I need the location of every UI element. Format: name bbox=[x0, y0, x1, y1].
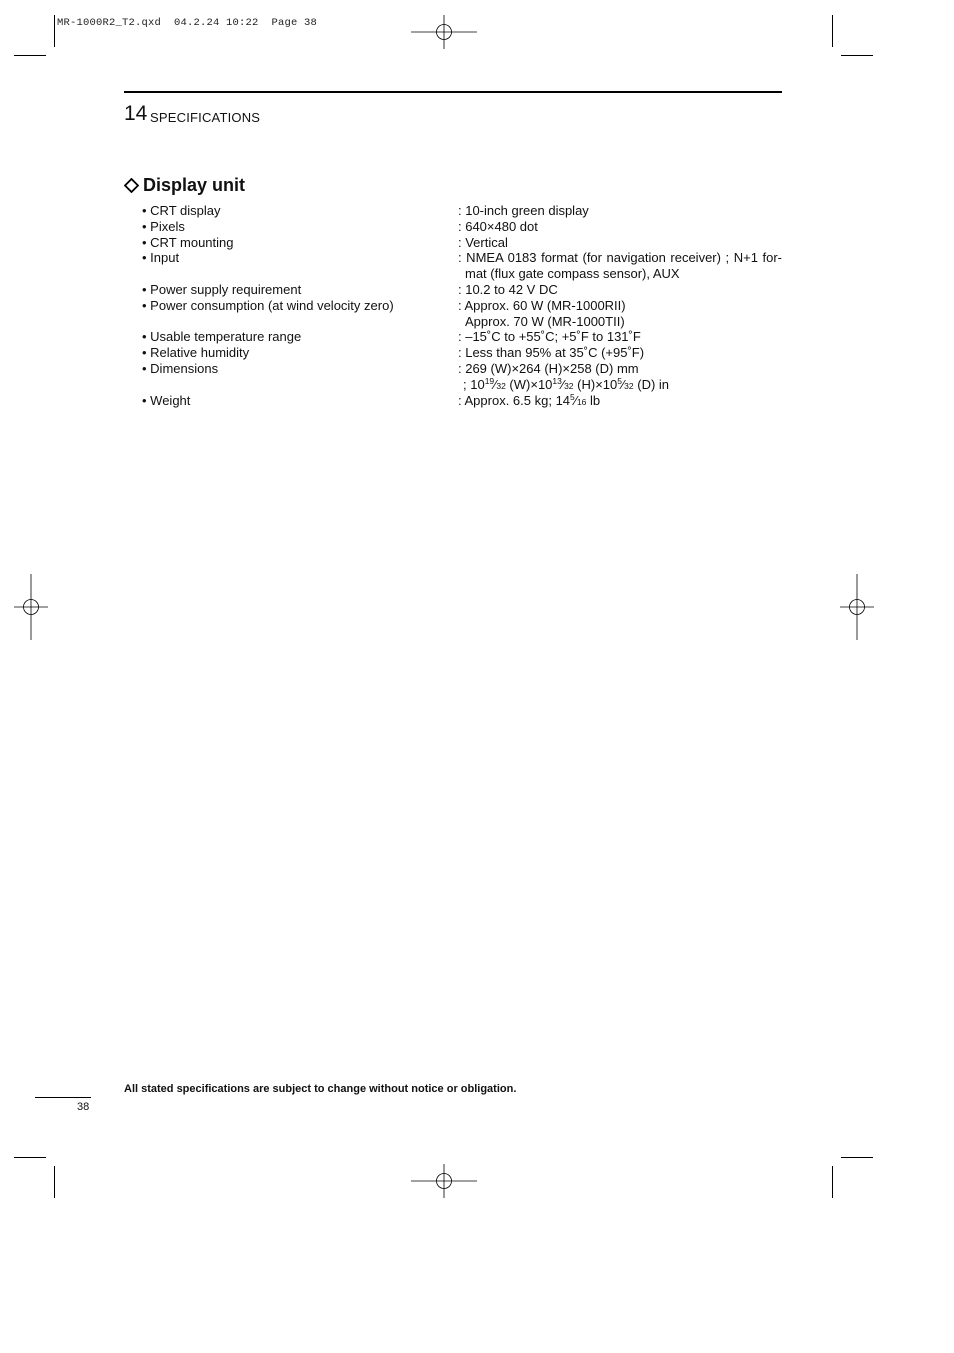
section-title bbox=[124, 175, 245, 196]
spec-label: • Weight bbox=[142, 392, 191, 408]
spec-value: : 10-inch green display bbox=[458, 203, 589, 218]
chapter-number: 14 bbox=[124, 102, 148, 125]
spec-row-humidity bbox=[142, 345, 782, 361]
spec-row-temperature bbox=[142, 329, 782, 345]
spec-row-dimensions bbox=[142, 361, 782, 393]
header-rule bbox=[124, 91, 782, 93]
spec-row-weight bbox=[142, 393, 782, 409]
crop-mark bbox=[14, 1157, 46, 1158]
spec-row-input bbox=[142, 250, 782, 282]
spec-label: • Power supply requirement bbox=[142, 281, 302, 297]
footer-disclaimer: All stated specifications are subject to change without notice or obligation. bbox=[124, 1083, 517, 1095]
spec-label: • Input bbox=[142, 250, 180, 266]
spec-label: • Dimensions bbox=[142, 360, 219, 376]
spec-value-inches: ; $10^{19}⁄32$ $(W)\times 10^{13}⁄32$ $(H)\times 10^5⁄32$ (D) in bbox=[463, 375, 670, 392]
page-number: 38 bbox=[77, 1101, 90, 1113]
spec-label: • CRT mounting bbox=[142, 234, 234, 250]
spec-row-power-supply bbox=[142, 282, 782, 298]
spec-label: • CRT display bbox=[142, 203, 221, 218]
spec-row-pixels bbox=[142, 219, 782, 235]
chapter-title: SPECIFICATIONS bbox=[150, 110, 261, 125]
spec-value: : Less than 95% at 35˚C (+95˚F) bbox=[458, 345, 645, 361]
spec-row-crt-display bbox=[142, 203, 782, 219]
spec-value: : Vertical bbox=[458, 234, 508, 250]
spec-value: : Approx. 60 W (MR-1000RII) bbox=[458, 297, 626, 313]
spec-label: • Usable temperature range bbox=[142, 329, 302, 345]
crop-mark bbox=[14, 55, 46, 56]
spec-value-continued: mat (flux gate compass sensor), AUX bbox=[465, 266, 680, 282]
spec-label: • Power consumption (at wind velocity zero) bbox=[142, 297, 394, 313]
crop-mark bbox=[841, 1157, 873, 1158]
registration-mark-icon bbox=[411, 1164, 477, 1198]
registration-mark-icon bbox=[840, 574, 874, 640]
crop-mark bbox=[832, 1166, 833, 1198]
spec-label: • Relative humidity bbox=[142, 345, 250, 361]
crop-mark bbox=[832, 15, 833, 47]
spec-value: : 640×480 dot bbox=[458, 218, 538, 234]
registration-mark-icon bbox=[411, 15, 477, 49]
spec-value: : –15˚C to +55˚C; +5˚F to 131˚F bbox=[458, 329, 641, 345]
spec-value: : NMEA 0183 format (for navigation receiver) ; N+1 for- bbox=[458, 250, 782, 266]
spec-label: • Pixels bbox=[142, 218, 185, 234]
spec-value-continued: Approx. 70 W (MR-1000TII) bbox=[465, 313, 625, 329]
spec-row-power-consumption bbox=[142, 298, 782, 330]
section-title-text: Display unit bbox=[143, 175, 246, 195]
crop-mark bbox=[54, 1166, 55, 1198]
folio-rule bbox=[35, 1097, 91, 1098]
spec-value: : 269 (W)×264 (H)×258 (D) mm bbox=[458, 360, 639, 376]
crop-mark bbox=[841, 55, 873, 56]
print-slug: MR-1000R2_T2.qxd 04.2.24 10:22 Page 38 bbox=[57, 17, 318, 29]
spec-list bbox=[142, 203, 782, 408]
spec-row-crt-mounting bbox=[142, 235, 782, 251]
crop-mark bbox=[54, 15, 55, 47]
spec-value: : Approx. 6.5 kg; $14^5⁄16$ lb bbox=[458, 391, 601, 408]
spec-value: : 10.2 to 42 V DC bbox=[458, 281, 558, 297]
registration-mark-icon bbox=[14, 574, 48, 640]
diamond-bullet-icon bbox=[124, 178, 139, 193]
